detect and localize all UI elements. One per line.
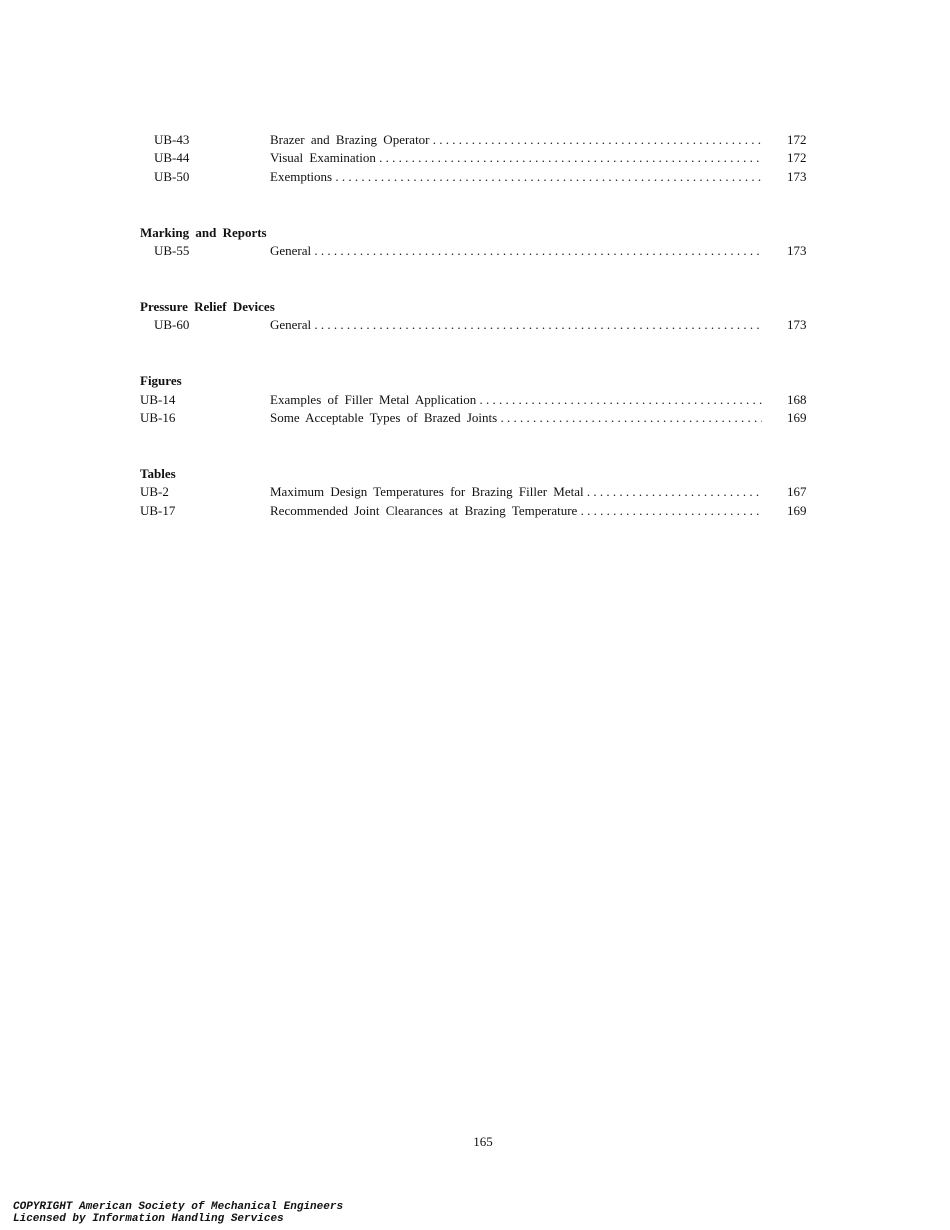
entry-page-number: 172 bbox=[787, 132, 807, 147]
toc-entry-ub-50 bbox=[0, 167, 950, 186]
toc-entry-ub-17 bbox=[0, 501, 950, 520]
entry-code: UB-43 bbox=[154, 132, 190, 147]
entry-title: Examples of Filler Metal Application . . . bbox=[270, 390, 762, 409]
entry-code: UB-14 bbox=[140, 392, 176, 407]
entry-page-number: 173 bbox=[787, 169, 807, 184]
entry-page-number: 169 bbox=[787, 503, 807, 518]
entry-title: Exemptions . . . bbox=[270, 167, 762, 186]
entry-code: UB-60 bbox=[154, 317, 190, 332]
entry-title: Visual Examination . . . bbox=[270, 148, 762, 167]
entry-title: Some Acceptable Types of Brazed Joints . . . bbox=[270, 408, 762, 427]
toc-entry-ub-14 bbox=[0, 390, 950, 409]
copyright-notice bbox=[13, 1201, 343, 1225]
entry-code: UB-16 bbox=[140, 410, 176, 425]
license-line: Licensed by Information Handling Services bbox=[13, 1213, 284, 1225]
entry-page-number: 173 bbox=[787, 317, 807, 332]
entry-page-number: 169 bbox=[787, 410, 807, 425]
copyright-line: COPYRIGHT American Society of Mechanical Engineers bbox=[13, 1201, 344, 1213]
toc-entry-ub-16 bbox=[0, 408, 950, 427]
section-heading-marking-and-reports: Marking and Reports bbox=[140, 225, 267, 240]
section-heading-figures: Figures bbox=[140, 373, 182, 388]
toc-entry-ub-60 bbox=[0, 315, 950, 334]
section-heading-pressure-relief-devices: Pressure Relief Devices bbox=[140, 299, 275, 314]
toc-entry-ub-2 bbox=[0, 482, 950, 501]
entry-page-number: 167 bbox=[787, 484, 807, 499]
entry-page-number: 173 bbox=[787, 243, 807, 258]
entry-code: UB-44 bbox=[154, 150, 190, 165]
entry-title: Recommended Joint Clearances at Brazing Temperature . . . bbox=[270, 501, 762, 520]
entry-code: UB-2 bbox=[140, 484, 169, 499]
toc-entry-ub-43 bbox=[0, 130, 950, 149]
entry-code: UB-50 bbox=[154, 169, 190, 184]
entry-code: UB-55 bbox=[154, 243, 190, 258]
toc-entry-ub-44 bbox=[0, 148, 950, 167]
entry-title: Maximum Design Temperatures for Brazing Filler Metal . . . bbox=[270, 482, 762, 501]
entry-page-number: 168 bbox=[787, 392, 807, 407]
section-heading-tables: Tables bbox=[140, 466, 176, 481]
entry-code: UB-17 bbox=[140, 503, 176, 518]
page-number: 165 bbox=[473, 1134, 493, 1149]
toc-entry-ub-55 bbox=[0, 241, 950, 260]
entry-page-number: 172 bbox=[787, 150, 807, 165]
entry-title: General . . . bbox=[270, 315, 762, 334]
entry-title: General . . . bbox=[270, 241, 762, 260]
entry-title: Brazer and Brazing Operator . . . bbox=[270, 130, 762, 149]
